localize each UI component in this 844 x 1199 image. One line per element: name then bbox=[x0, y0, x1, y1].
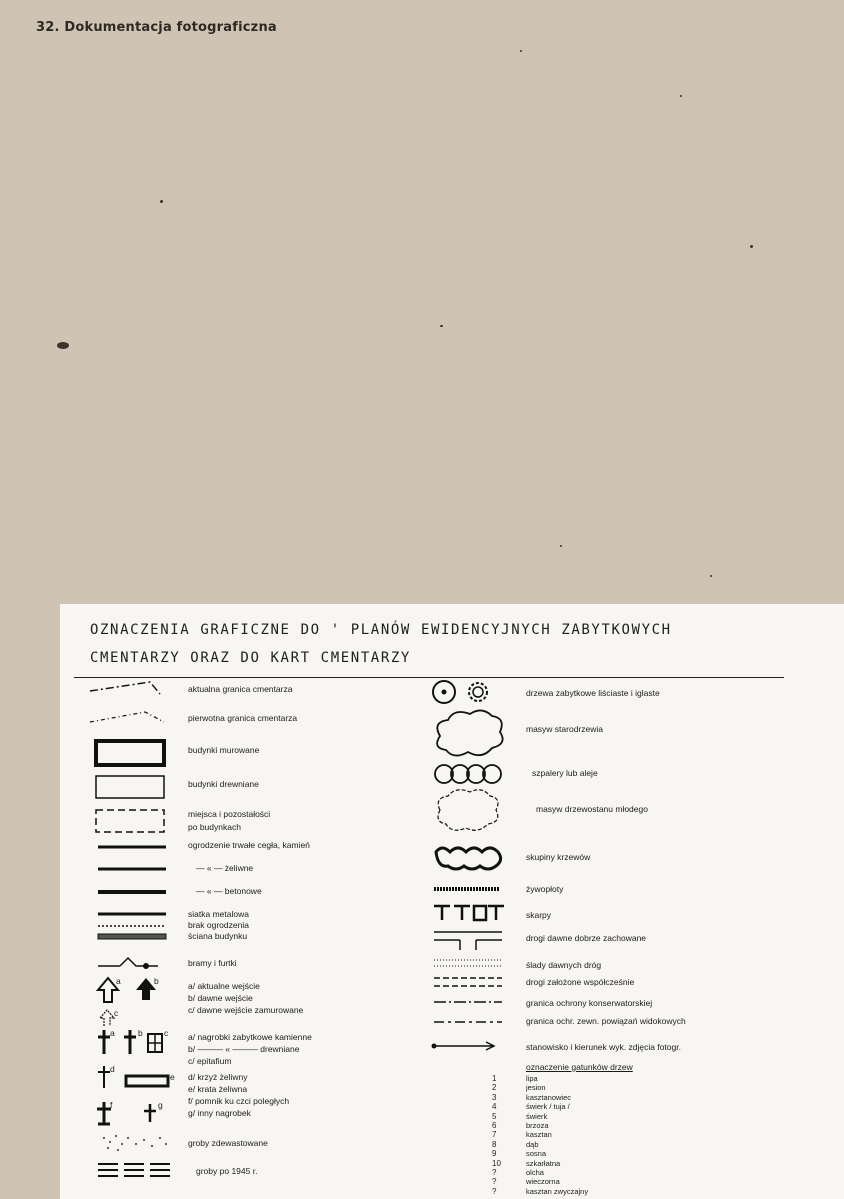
monument-symbol bbox=[97, 1102, 111, 1124]
symbol-letter: a bbox=[116, 976, 121, 986]
species-name: olcha bbox=[526, 1168, 544, 1177]
modern-roads-symbol bbox=[434, 978, 502, 986]
species-number: 7 bbox=[492, 1130, 497, 1140]
species-number: 4 bbox=[492, 1102, 497, 1112]
species-name: szkarłatna bbox=[526, 1158, 561, 1168]
legend-item: c/ dawne wejście zamurowane bbox=[188, 1005, 304, 1015]
former-building-symbol bbox=[96, 810, 164, 832]
paper-speck bbox=[710, 575, 712, 577]
paper-speck bbox=[680, 95, 682, 97]
species-number: 5 bbox=[492, 1111, 497, 1121]
legend-item: a/ aktualne wejście bbox=[188, 981, 260, 991]
legend-item: stanowisko i kierunek wyk. zdjęcia fotogr. bbox=[526, 1042, 681, 1052]
wooden-building-symbol bbox=[96, 776, 164, 798]
legend-item: — « — żeliwne bbox=[196, 863, 254, 873]
species-name: lipa bbox=[526, 1074, 538, 1083]
young-tree-mass-symbol bbox=[438, 790, 498, 831]
shrubs-symbol bbox=[436, 848, 501, 869]
entrance-arrow-outline bbox=[98, 978, 118, 1002]
paper-speck bbox=[750, 245, 753, 248]
old-tree-mass-symbol bbox=[437, 710, 503, 755]
legend-item: skarpy bbox=[526, 910, 552, 920]
species-number: 8 bbox=[492, 1139, 497, 1149]
legend-item: bramy i furtki bbox=[188, 958, 237, 968]
slope-symbol bbox=[434, 906, 504, 920]
symbol-letter: a bbox=[110, 1028, 115, 1038]
old-roads-symbol bbox=[434, 932, 502, 950]
paper-speck bbox=[560, 545, 562, 547]
legend-item: skupiny krzewów bbox=[526, 852, 591, 862]
legend-item: c/ epitafium bbox=[188, 1056, 232, 1066]
legend-item: masyw starodrzewia bbox=[526, 724, 603, 734]
legend-item: granica ochrony konserwatorskiej bbox=[526, 998, 653, 1008]
legend-item: masyw drzewostanu młodego bbox=[536, 804, 648, 814]
legend-item: żywopłoty bbox=[526, 884, 564, 894]
paper-speck bbox=[57, 342, 69, 349]
devastated-graves-symbol bbox=[103, 1135, 167, 1151]
legend-item: ogrodzenie trwałe cegła, kamień bbox=[188, 840, 310, 850]
brick-building-symbol bbox=[96, 741, 164, 765]
species-number: ? bbox=[492, 1186, 497, 1196]
legend-item: aktualna granica cmentarza bbox=[188, 684, 293, 694]
legend-item: — « — betonowe bbox=[196, 886, 262, 896]
legend-item: f/ pomnik ku czci poległych bbox=[188, 1096, 290, 1106]
iron-grating-symbol bbox=[126, 1076, 168, 1086]
legend-item: g/ inny nagrobek bbox=[188, 1108, 251, 1118]
species-name: dąb bbox=[526, 1139, 539, 1149]
species-number: 6 bbox=[492, 1121, 497, 1130]
paper-speck bbox=[440, 325, 443, 327]
legend-item: budynki drewniane bbox=[188, 779, 259, 789]
species-name: wieczorna bbox=[526, 1177, 560, 1187]
gates-symbol bbox=[98, 958, 158, 966]
legend-item: miejsca i pozostałości bbox=[188, 809, 271, 819]
symbol-letter: c bbox=[114, 1008, 119, 1018]
legend-item: groby po 1945 r. bbox=[196, 1166, 258, 1176]
tree-row-symbol bbox=[435, 765, 501, 783]
iron-cross-symbol bbox=[98, 1066, 110, 1088]
wooden-tomb-symbol bbox=[124, 1030, 136, 1054]
species-title: oznaczenie gatunków drzew bbox=[526, 1062, 633, 1072]
legend-item: b/ ——— « ——— drewniane bbox=[188, 1044, 300, 1054]
other-tomb-symbol bbox=[144, 1104, 156, 1122]
species-number: 1 bbox=[492, 1074, 497, 1083]
species-name: kasztan bbox=[526, 1130, 552, 1140]
species-number: 2 bbox=[492, 1083, 497, 1093]
legend-item: groby zdewastowane bbox=[188, 1138, 268, 1148]
walled-entrance-symbol bbox=[100, 1010, 114, 1026]
legend-item: brak ogrodzenia bbox=[188, 920, 249, 930]
legend-item: ślady dawnych dróg bbox=[526, 960, 602, 970]
species-number: ? bbox=[492, 1168, 497, 1177]
species-number: 10 bbox=[492, 1158, 501, 1168]
legend-item: e/ krata żeliwna bbox=[188, 1084, 248, 1094]
building-wall-symbol bbox=[98, 934, 166, 939]
legend-item: siatka metalowa bbox=[188, 909, 249, 919]
legend-item: pierwotna granica cmentarza bbox=[188, 713, 298, 723]
species-name: świerk / tuja / bbox=[526, 1102, 570, 1112]
species-number: 9 bbox=[492, 1149, 497, 1159]
species-number: ? bbox=[492, 1177, 497, 1187]
legend-item: a/ nagrobki zabytkowe kamienne bbox=[188, 1032, 312, 1042]
legend-item: drogi dawne dobrze zachowane bbox=[526, 933, 647, 943]
legend-item: ściana budynku bbox=[188, 931, 248, 941]
legend-item: budynki murowane bbox=[188, 745, 260, 755]
legend-item: granica ochr. zewn. powiązań widokowych bbox=[526, 1016, 686, 1026]
original-boundary-symbol bbox=[90, 712, 164, 722]
symbol-letter: d bbox=[110, 1064, 115, 1074]
legend-item: drzewa zabytkowe liściaste i iglaste bbox=[526, 688, 660, 698]
photo-station-symbol bbox=[432, 1044, 437, 1049]
species-name: kasztanowiec bbox=[526, 1092, 572, 1102]
paper-speck bbox=[160, 200, 163, 203]
legend-item: drogi założone współcześnie bbox=[526, 977, 635, 987]
road-traces-symbol bbox=[434, 960, 502, 966]
species-name: brzoza bbox=[526, 1121, 549, 1130]
species-name: świerk bbox=[526, 1111, 548, 1121]
symbol-letter: g bbox=[158, 1100, 163, 1110]
species-number: 3 bbox=[492, 1092, 497, 1102]
symbol-letter: f bbox=[110, 1100, 113, 1110]
legend-title-line2: CMENTARZY ORAZ DO KART CMENTARZY bbox=[90, 650, 411, 666]
symbol-letter: e bbox=[170, 1072, 175, 1082]
entrance-arrow-filled bbox=[136, 978, 156, 1000]
page-header: 32. Dokumentacja fotograficzna bbox=[36, 20, 277, 35]
graves-after-1945-symbol bbox=[98, 1164, 170, 1176]
symbol-letter: c bbox=[164, 1028, 169, 1038]
species-name: sosna bbox=[526, 1149, 547, 1159]
species-name: kasztan zwyczajny bbox=[526, 1186, 589, 1196]
legend-item: po budynkach bbox=[188, 822, 241, 832]
symbol-letter: b bbox=[138, 1028, 143, 1038]
legend-title-line1: OZNACZENIA GRAFICZNE DO ' PLANÓW EWIDENCYJNYCH ZABYTKOWYCH bbox=[90, 622, 672, 638]
paper-speck bbox=[520, 50, 522, 52]
legend-item: szpalery lub aleje bbox=[532, 768, 598, 778]
species-name: jesion bbox=[526, 1083, 546, 1093]
current-boundary-symbol bbox=[90, 682, 160, 694]
conifer-tree-symbol bbox=[469, 683, 487, 701]
legend-item: b/ dawne wejście bbox=[188, 993, 253, 1003]
legend-sheet bbox=[60, 604, 844, 1199]
legend-item: d/ krzyż żeliwny bbox=[188, 1072, 248, 1082]
stone-tomb-symbol bbox=[98, 1030, 110, 1054]
symbol-letter: b bbox=[154, 976, 159, 986]
